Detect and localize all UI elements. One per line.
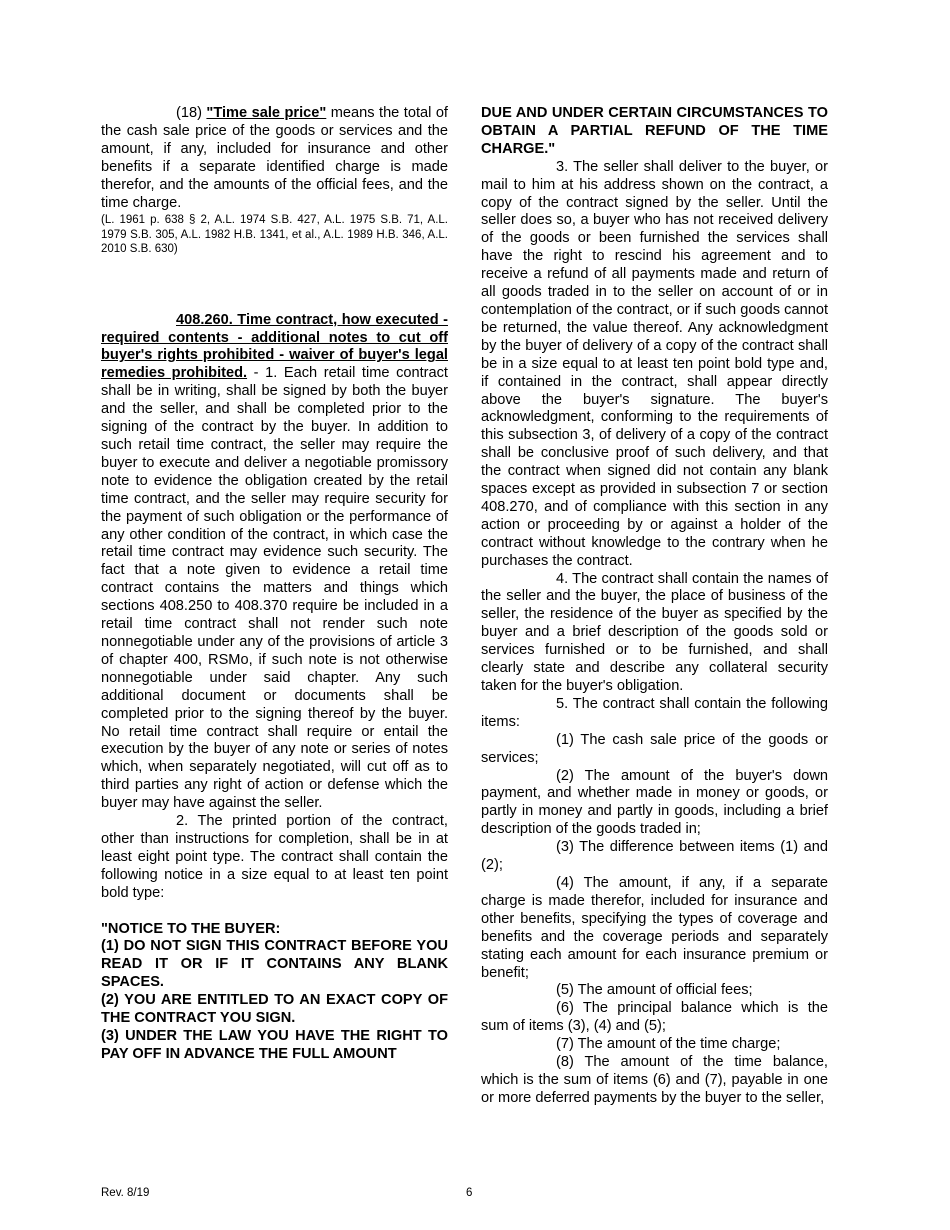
- notice-continuation: DUE AND UNDER CERTAIN CIRCUMSTANCES TO OBTAIN A PARTIAL REFUND OF THE TIME CHARGE.": [481, 105, 828, 157]
- subsection-5: 5. The contract shall contain the following items:: [481, 695, 828, 730]
- subsection-1: - 1. Each retail time contract shall be in writing, shall be signed by both the buyer and the seller, and shall be completed prior to the signing of the contract by the buyer. In addition to such retail time contract, the seller may require the buyer to execute and deliver a negotiable promissory note to evidence the obligation created by the retail time contract, and the seller may require security for the payment of such obligation or the performance of any other condition of the contract, in which case the retail time contract may evidence such security. The fact that a note given to evidence a retail time contract contains the matters and things which sections 408.250 to 408.370 require be included in a retail time contract shall not render such note nonnegotiable under any of the provisions of article 3 of chapter 400, RSMo, if such note is not otherwise nonnegotiable under said chapter. Any such additional document or documents shall be completed prior to the signing thereof by the buyer. No retail time contract shall require or entail the execution by the buyer of any note or series of notes which, when separately negotiated, will cut off as to third parties any right of action or defense which the buyer may have against the seller.: [101, 365, 448, 812]
- subsection-3: 3. The seller shall deliver to the buyer, or mail to him at his address shown on the contract, a copy of the contract signed by the seller. Until the seller does so, a buyer who has not received delivery of the goods or been furnished the services shall have the right to rescind his agreement and to receive a refund of all payments made and return of all goods traded in to the seller on account of or in contemplation of the contract, or if such goods cannot be returned, the value thereof. Any acknowledgment by the buyer of delivery of a copy of the contract shall be in a size equal to at least ten point bold type and, if contained in the contract, shall appear directly above the buyer's signature. The buyer's acknowledgment, conforming to the requirements of this subsection 3, of delivery of a copy of the contract shall be conclusive proof of such delivery, and that the contract when signed did not contain any blank spaces except as provided in subsection 7 or section 408.270, and of compliance with this section in any action or proceeding by or against a holder of the contract without knowledge to the contrary when he purchases the contract.: [481, 158, 828, 569]
- definition-18: [101, 105, 448, 212]
- item-7: (7) The amount of the time charge;: [556, 1036, 781, 1053]
- right-column: [481, 105, 828, 1108]
- section-408-260: [101, 312, 448, 813]
- page-number: 6: [466, 1187, 473, 1199]
- subsection-4: 4. The contract shall contain the names of the seller and the buyer, the place of business of the seller, the residence of the buyer as specified by the buyer and a brief description of the goods sold or services furnished or to be furnished, and shall clearly state and describe any collateral security taken for the buyer's obligation.: [481, 570, 828, 694]
- left-column: [101, 105, 448, 1064]
- section-heading: 408.260. Time contract, how executed - required contents - additional notes to cut off buyer's rights prohibited - waiver of buyer's legal remedies prohibited.: [101, 311, 448, 382]
- revision-label: Rev. 8/19: [101, 1187, 150, 1199]
- item-3: (3) The difference between items (1) and (2);: [481, 839, 828, 874]
- history-citation: (L. 1961 p. 638 § 2, A.L. 1974 S.B. 427, A.L. 1975 S.B. 71, A.L. 1979 S.B. 305, A.L. 1982 H.B. 1341, et al., A.L. 1989 H.B. 346, A.L. 2010 S.B. 630): [101, 214, 448, 256]
- notice-title: "NOTICE TO THE BUYER:: [101, 920, 281, 937]
- subsection-2: 2. The printed portion of the contract, other than instructions for completion, shall be in at least eight point type. The contract shall contain the following notice in a size equal to at least ten point bold type:: [101, 813, 448, 901]
- item-8: (8) The amount of the time balance, which is the sum of items (6) and (7), payable in one or more deferred payments by the buyer to the seller,: [481, 1054, 828, 1106]
- definition-number: (18): [176, 105, 207, 121]
- definition-text: means the total of the cash sale price of the goods or services and the amount, if any, included for insurance and other benefits if a separate identified charge is made therefor, and the amounts of the official fees, and the time charge.: [101, 105, 448, 211]
- item-4: (4) The amount, if any, if a separate charge is made therefor, included for insurance and other benefits, specifying the types of coverage and benefits and the coverage periods and separately stating each amount for each insurance premium or benefit;: [481, 874, 828, 981]
- item-6: (6) The principal balance which is the sum of items (3), (4) and (5);: [481, 1000, 828, 1035]
- item-2: (2) The amount of the buyer's down payment, and whether made in money or goods, or partly in money and partly in goods, including a brief description of the goods traded in;: [481, 767, 828, 838]
- notice-item-2: (2) YOU ARE ENTITLED TO AN EXACT COPY OF THE CONTRACT YOU SIGN.: [101, 992, 448, 1027]
- defined-term: "Time sale price": [206, 105, 327, 121]
- item-1: (1) The cash sale price of the goods or services;: [481, 731, 828, 766]
- item-5: (5) The amount of official fees;: [556, 982, 753, 999]
- notice-item-3: (3) UNDER THE LAW YOU HAVE THE RIGHT TO PAY OFF IN ADVANCE THE FULL AMOUNT: [101, 1028, 448, 1062]
- notice-item-1: (1) DO NOT SIGN THIS CONTRACT BEFORE YOU READ IT OR IF IT CONTAINS ANY BLANK SPACES.: [101, 938, 448, 991]
